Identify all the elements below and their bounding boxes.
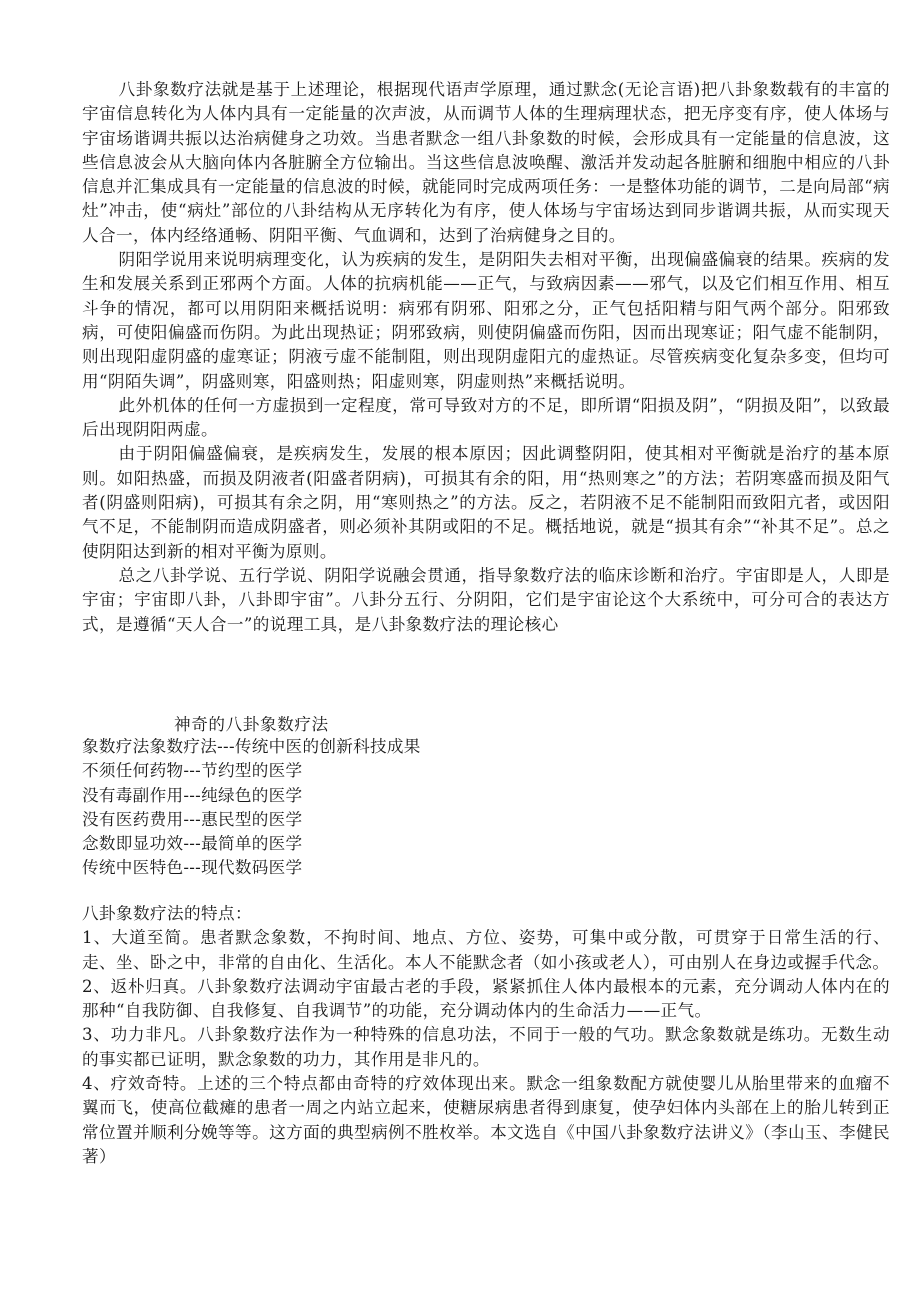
features-section [82, 902, 890, 1169]
theory-section [82, 78, 890, 637]
intro-line-2: 不须任何药物---节约型的医学 [82, 761, 303, 781]
intro-line-4: 没有医药费用---惠民型的医学 [82, 809, 303, 829]
features-heading: 八卦象数疗法的特点： [82, 904, 252, 923]
theory-paragraph-1: 八卦象数疗法就是基于上述理论，根据现代语声学原理，通过默念(无论言语)把八卦象数载有的丰富的宇宙信息转化为人体内具有一定能量的次声波，从而调节人体的生理病理状态，把无序变有序，使人体场与宇宙场谐调共振以达治病健身之功效。当患者默念一组八卦象数的时候，会形成具有一定能量的信息波，这些信息波会从大脑向体内各脏腑全方位输出。当这些信息波唤醒、激活并发动起各脏腑和细胞中相应的八卦信息并汇集成具有一定能量的信息波的时候，就能同时完成两项任务：一是整体功能的调节，二是向局部“病灶”冲击，使“病灶”部位的八卦结构从无序转化为有序，使人体场与宇宙场达到同步谐调共振，从而实现天人合一，体内经络通畅、阴阳平衡、气血调和，达到了治病健身之目的。 [82, 80, 890, 245]
feature-item-4: 4、疗效奇特。上述的三个特点都由奇特的疗效体现出来。默念一组象数配方就使婴儿从胎里带来的血瘤不翼而飞，使高位截瘫的患者一周之内站立起来，使糖尿病患者得到康复，使孕妇体内头部在上的胎儿转到正常位置并顺利分娩等等。这方面的典型病例不胜枚举。本文选自《中国八卦象数疗法讲义》（李山玉、李健民著） [82, 1074, 890, 1166]
feature-item-1: 1、大道至简。患者默念象数，不拘时间、地点、方位、姿势，可集中或分散，可贯穿于日常生活的行、走、坐、卧之中，非常的自由化、生活化。本人不能默念者（如小孩或老人），可由别人在身边或握手代念。 [82, 928, 890, 972]
theory-paragraph-2: 阴阳学说用来说明病理变化，认为疾病的发生，是阴阳失去相对平衡，出现偏盛偏衰的结果。疾病的发生和发展关系到正邪两个方面。人体的抗病机能——正气，与致病因素——邪气，以及它们相互作用、相互斗争的情况，都可以用阴阳来概括说明：病邪有阴邪、阳邪之分，正气包括阳精与阳气两个部分。阳邪致病，可使阳偏盛而伤阴。为此出现热证；阴邪致病，则使阴偏盛而伤阳，因而出现寒证；阳气虚不能制阴，则出现阳虚阴盛的虚寒证；阴液亏虚不能制阻，则出现阴虚阳亢的虚热证。尽管疾病变化复杂多变，但均可用“阴陌失调”，阴盛则寒，阳盛则热；阳虚则寒，阴虚则热”来概括说明。 [82, 250, 890, 391]
intro-list [82, 735, 890, 881]
intro-line-6: 传统中医特色---现代数码医学 [82, 858, 303, 878]
feature-item-2: 2、返朴归真。八卦象数疗法调动宇宙最古老的手段，紧紧抓住人体内最根本的元素，充分调动人体内在的那种“自我防御、自我修复、自我调节”的功能，充分调动体内的生命活力——正气。 [82, 976, 890, 1021]
theory-paragraph-3: 此外机体的任何一方虚损到一定程度，常可导致对方的不足，即所谓“阳损及阴”，“阴损及阳”，以致最后出现阴阳两虚。 [82, 395, 890, 440]
intro-line-3: 没有毒副作用---纯绿色的医学 [82, 785, 303, 805]
feature-item-3: 3、功力非凡。八卦象数疗法作为一种特殊的信息功法，不同于一般的气功。默念象数就是练功。无数生动的事实都已证明，默念象数的功力，其作用是非凡的。 [82, 1025, 890, 1069]
theory-paragraph-4: 由于阴阳偏盛偏衰，是疾病发生，发展的根本原因；因此调整阴阳，使其相对平衡就是治疗的基本原则。如阳热盛，而损及阴液者(阳盛者阴病)，可损其有余的阳，用“热则寒之”的方法；若阴寒盛而损及阳气者(阴盛则阳病)，可损其有余之阴，用“寒则热之”的方法。反之，若阴液不足不能制阳而致阳亢者，或因阳气不足，不能制阴而造成阴盛者，则必须补其阴或阳的不足。概括地说，就是“损其有余”“补其不足”。总之使阴阳达到新的相对平衡为原则。 [82, 444, 890, 561]
theory-paragraph-5: 总之八卦学说、五行学说、阴阳学说融会贯通，指导象数疗法的临床诊断和治疗。宇宙即是人，人即是宇宙；宇宙即八卦，八卦即宇宙”。八卦分五行、分阴阳，它们是宇宙论这个大系统中，可分可合的表达方式，是遵循“天人合一”的说理工具，是八卦象数疗法的理论核心 [82, 565, 890, 634]
intro-line-5: 念数即显功效---最简单的医学 [82, 834, 303, 854]
section-title: 神奇的八卦象数疗法 [174, 715, 329, 734]
intro-line-1: 象数疗法象数疗法---传统中医的创新科技成果 [82, 737, 421, 756]
